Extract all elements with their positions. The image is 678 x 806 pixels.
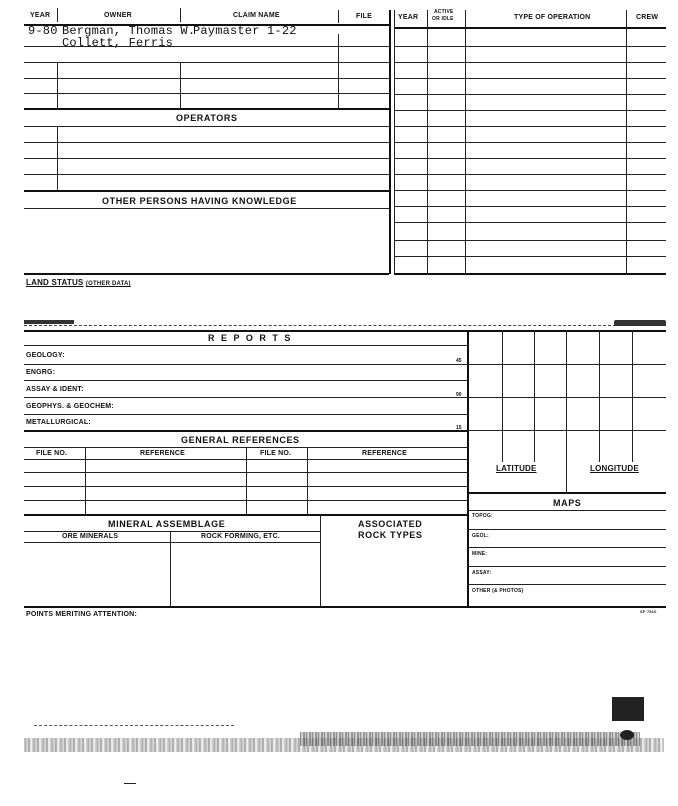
entry-owner-1: Bergman, Thomas W. [62,24,196,38]
scan-noise-line [34,725,234,726]
maps-geol: GEOL: [472,533,489,539]
operators-title: OPERATORS [176,113,238,123]
scan-noise-dark [300,732,640,746]
row-line [394,46,666,47]
row-line [394,174,666,175]
gr-file-no: FILE NO. [36,450,68,457]
grid-row [467,364,666,365]
row-line [24,430,467,432]
grid-row [467,397,666,398]
row-line [394,78,666,79]
header-year: YEAR [30,12,51,19]
row-line [394,94,666,95]
row-line [394,158,666,159]
latitude-label: LATITUDE [496,464,537,473]
row-line [467,566,666,567]
grid-row [467,492,666,494]
maps-topog: TOPOG: [472,513,493,519]
scan-blob [620,730,634,740]
col-line [427,26,428,274]
other-persons-title: OTHER PERSONS HAVING KNOWLEDGE [102,196,297,206]
row-line [467,547,666,548]
row-line [24,78,389,79]
row-line [24,397,467,398]
maps-title: MAPS [553,498,582,508]
report-geology-num: 45 [456,358,462,364]
land-status-title: LAND STATUS [26,278,84,287]
report-assay: ASSAY & IDENT: [26,386,84,393]
row-line [394,110,666,111]
row-line [467,529,666,530]
col-line [170,531,171,607]
header-file: FILE [356,13,372,20]
row-line [394,222,666,223]
maps-assay: ASSAY: [472,570,492,576]
grid-col [566,330,567,462]
gr-reference: REFERENCE [140,450,185,457]
header-tick [57,8,58,22]
row-line [24,174,389,175]
land-status-label [26,278,131,287]
report-engrg: ENGRG: [26,369,56,376]
grid-col [599,330,600,462]
header-active-1: ACTIVE [434,9,454,15]
header-crew: CREW [636,14,659,21]
report-geophys: GEOPHYS. & GEOCHEM: [26,403,114,410]
section-top-rule [24,330,666,332]
header-tick [427,10,428,26]
row-line [394,206,666,207]
row-line [24,62,389,63]
row-line [24,158,389,159]
row-line [24,542,320,543]
header-type-of-operation: TYPE OF OPERATION [514,14,591,21]
grid-col [502,330,503,462]
divider-left-right [389,10,391,274]
header-claim-name: CLAIM NAME [233,12,280,19]
grid-row [467,430,666,431]
scan-mark [124,783,136,784]
row-line [24,414,467,415]
report-geology: GEOLOGY: [26,352,65,359]
row-line [24,93,389,94]
header-tick [338,10,339,23]
row-line [24,208,389,209]
scan-blob [612,697,644,721]
grid-col [632,330,633,462]
maps-other: OTHER (& PHOTOS) [472,588,524,594]
header-year-2: YEAR [398,14,419,21]
col-line [246,447,247,514]
lat-long-divider [566,462,567,492]
assoc-rock-2: ROCK TYPES [358,530,423,540]
col-line [57,126,58,190]
header-tick [626,10,627,26]
gr-file-no-2: FILE NO. [260,450,292,457]
row-line [24,345,467,346]
row-line [24,364,467,365]
left-block-bottom [24,273,389,275]
col-line [307,447,308,514]
header-owner: OWNER [104,12,132,19]
row-line [24,46,389,47]
entry-year: 9-80 [28,24,58,38]
bottom-rule [24,606,666,608]
report-metallurgical: METALLURGICAL: [26,419,91,426]
form-number: SF 7510 [640,609,657,614]
row-line [24,108,389,110]
points-meriting-attention: POINTS MERITING ATTENTION: [26,611,137,618]
row-line [24,190,389,192]
row-line [24,380,467,381]
row-line [394,62,666,63]
col-line [320,514,321,607]
longitude-label: LONGITUDE [590,464,639,473]
rock-forming: ROCK FORMING, ETC. [201,533,281,540]
general-references-title: GENERAL REFERENCES [181,435,300,445]
header-tick [465,10,466,26]
col-line [465,26,466,274]
assoc-rock-1: ASSOCIATED [358,519,423,529]
header-tick [180,8,181,22]
row-line [394,126,666,127]
maps-mine: MINE: [472,551,488,557]
mineral-assemblage-title: MINERAL ASSEMBLAGE [108,519,226,529]
fold-line [24,325,666,326]
land-status-sub: (OTHER DATA) [85,281,131,287]
row-line [394,190,666,191]
row-line [394,142,666,143]
ink-smudge [24,320,74,324]
col-line [338,34,339,108]
row-line [467,584,666,585]
ore-minerals: ORE MINERALS [62,533,119,540]
col-line [626,26,627,274]
header-active-2: OR IDLE [432,16,454,22]
col-line [57,62,58,108]
right-block-bottom [394,273,666,275]
entry-claim-name: Paymaster 1-22 [193,24,297,38]
gr-reference-2: REFERENCE [362,450,407,457]
col-line [180,62,181,108]
report-metallurgical-num: 15 [456,425,462,431]
row-line [24,142,389,143]
report-assay-num: 90 [456,392,462,398]
row-line [467,510,666,511]
row-line [24,531,320,532]
reports-title: R E P O R T S [208,333,293,343]
row-line [394,240,666,241]
entry-owner-2: Collett, Ferris [62,36,174,50]
ink-smudge [614,320,666,326]
col-line [85,447,86,514]
row-line [24,514,467,516]
row-line [394,256,666,257]
row-line [24,126,389,127]
grid-col [534,330,535,462]
